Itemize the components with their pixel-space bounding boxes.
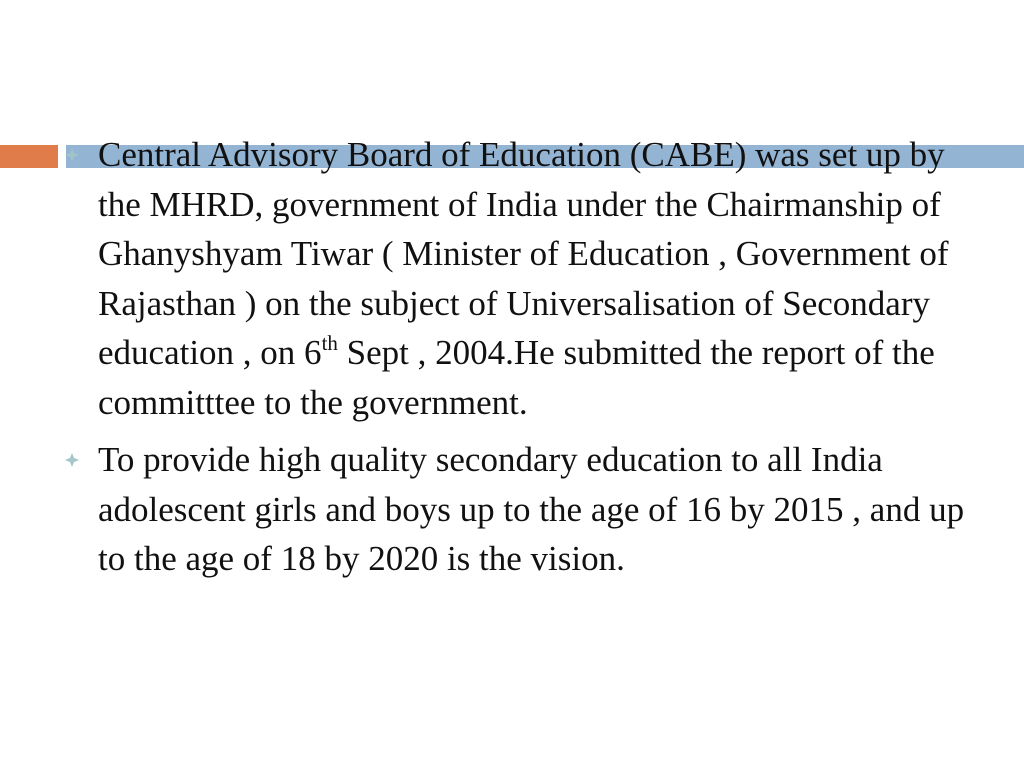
diamond-bullet-icon [64, 147, 80, 163]
bullet-list [60, 130, 980, 584]
bullet-text: To provide high quality secondary education to all India adolescent girls and boys up to the age of 16 by 2015 , and up to the age of 18 by 2020 is the vision. [98, 440, 965, 578]
bullet-item-cabe [60, 130, 980, 427]
bullet-item-vision [60, 435, 980, 584]
accent-bar-orange [0, 145, 58, 168]
superscript: th [321, 331, 338, 355]
diamond-bullet-icon [64, 452, 80, 468]
bullet-text: Central Advisory Board of Education (CABE) was set up by the MHRD, government of India under the Chairmanship of Ghanyshyam Tiwar ( Minister of Education , Government of Rajasthan ) on the subject of Universalisation of Secondary education , on 6th Sept , 2004.He submitted the report of the committtee to the government. [98, 135, 949, 422]
